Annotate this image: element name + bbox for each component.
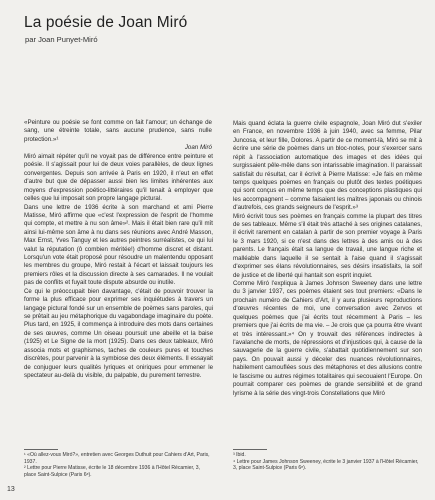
left-paragraph-3: Ce qui le préoccupait bien davantage, c'était de pouvoir trouver la forme la plus efficace pour exprimer ses inquiétudes à travers un langage pictural fondé sur un ensemble de poèmes sans paroles, qui se prêtait au jeu métaphorique du vagabondage imaginaire du poète. Plus tard, en 1925, il commença à introduire des mots dans certaines de ses œuvres, comme Un oiseau poursuit une abeille et la baise (1925) et Le Signe de la mort (1925). Dans ces deux tableaux, Miró associa mots et graphismes, taches de couleurs pures et touches discrètes, pour parvenir à la symbiose des deux éléments. Il essayait de conjuguer leurs qualités lyriques et oniriques pour emmener le spectateur au-delà du visible, du palpable, du purement terrestre. xyxy=(24,287,213,379)
right-paragraph-1: Mais quand éclata la guerre civile espagnole, Joan Miró dut s'exiler en France, en novembre 1936 à juin 1940, avec sa femme, Pilar Juncosa, et leur fille, Dolores. A partir de ce moment-là, Miró se mit à écrire une série de poèmes dans un bloc-notes, pour s'exercer sans répit à l'association automatique des images et des idées qui surgissaient pêle-mêle dans son intarissable imagination. Il paraissait satisfait du résultat, car il écrivit à Pierre Matisse: «Je fais en même temps quelques poèmes en français ou plutôt des textes poétiques qui sont conçus en même temps que des conceptions plastiques qui les accompagnent – comme faisaient les maîtres japonais ou chinois d'autrefois, ces grands seigneurs de l'esprit.»³ xyxy=(233,120,422,212)
article-author: par Joan Punyet-Miró xyxy=(25,35,98,44)
footnote-4: ⁴ Lettre pour James Johnson Sweeney, écrite le 3 janvier 1937 à l'Hôtel Récamier, 3, place Saint-Sulpice (Paris 6ᵉ). xyxy=(233,458,419,471)
page-number: 13 xyxy=(7,486,15,493)
right-paragraph-2: Miró écrivit tous ses poèmes en français comme la plupart des titres de ses tableaux. Même s'il était très attaché à ses origines catalanes, il écrivit rarement en catalan à partir de son premier voyage à Paris le 3 mars 1920, si ce n'est dans des lettres à des amis ou à des parents. Le français était sa langue de travail, une langue riche et malléable dans laquelle il se sentait à l'aise quand il s'agissait d'exprimer ses élans révolutionnaires, ses désirs insatisfaits, la soif de justice et de liberté qui hantait son esprit inquiet. xyxy=(233,212,422,279)
footnote-divider-left xyxy=(24,449,58,450)
left-column xyxy=(24,153,213,380)
footnote-2: ² Lettre pour Pierre Matisse, écrite le 18 décembre 1936 à l'Hôtel Récamier, 3, place Saint-Sulpice (Paris 6ᵉ). xyxy=(24,465,200,478)
footnote-1: ¹ «Où allez-vous Miró?», entretien avec Georges Duthuit pour Cahiers d'Art, Paris, 1937. xyxy=(24,452,210,465)
article-title: La poésie de Joan Miró xyxy=(24,14,188,31)
right-paragraph-3: Comme Miró l'expliqua à James Johnson Sweeney dans une lettre du 3 janvier 1937, ces poèmes étaient ses tout premiers: «Dans le prochain numéro de Cahiers d'Art, il y aura plusieurs reproductions d'œuvres récentes de moi, une conversation avec Zervos et quelques poèmes que j'ai écrits tout récemment à Paris – les premiers que j'ai écrits de ma vie. – Je crois que ça pourra être vivant et très intéressant.»⁴ On y trouvait des références indirectes à l'avalanche de morts, de répressions et d'injustices qui, à cause de la sauvagerie de la guerre civile, s'abattait quotidiennement sur son pays. On pouvait aussi y déceler des nuances révolutionnaires, habilement camouflées sous des métaphores et des allusions contre le fascisme ou autres régimes totalitaires qui secouaient l'Europe. On pourrait comparer ces poèmes de grande sensibilité et de grand lyrisme à la série des vingt-trois Constellations que Miró xyxy=(233,280,422,397)
epigraph xyxy=(24,119,212,153)
left-paragraph-1: Miró aimait répéter qu'il ne voyait pas de différence entre peinture et poésie. Il s'agissait pour lui de deux voies parallèles, de deux lignes convergentes. Depuis son arrivée à Paris en 1920, il n'eut en effet d'autre but que de dépasser aussi bien les limites inhérentes aux moyens d'expression poético-littéraires qu'il tenait à employer que celles que lui imposait son propre langage pictural. xyxy=(24,153,213,203)
footnote-3: ³ Ibid. xyxy=(233,452,246,458)
footnotes-right xyxy=(233,452,422,472)
footnote-divider-right xyxy=(233,449,267,450)
epigraph-text: «Peinture ou poésie se font comme on fait l'amour; un échange de sang, une étreinte totale, sans aucune prudence, sans nulle protection.»¹ xyxy=(24,119,212,143)
right-column xyxy=(233,120,422,398)
left-paragraph-2: Dans une lettre de 1936 écrite à son marchand et ami Pierre Matisse, Miró affirme que «c'est l'expression de l'esprit de l'homme qui compte, et mettre à nu son âme»². Mais il était bien rare qu'il mît ainsi lui-même son âme à nu dans ses réunions avec André Masson, Max Ernst, Yves Tanguy et les autres peintres surréalistes, ce qui lui valut la réputation (ô combien méritée!) d'homme discret et distant. Lorsqu'un vote était proposé pour résoudre un malentendu opposant les membres du groupe, Miró restait à l'écart et laissait toujours les premiers rôles et la discussion directe à ses camarades. Il ne voulait pas de conflits et fuyait toute dispute absurde ou inutile. xyxy=(24,203,213,287)
footnotes-left xyxy=(24,452,213,478)
epigraph-source: Joan Miró xyxy=(184,144,212,152)
